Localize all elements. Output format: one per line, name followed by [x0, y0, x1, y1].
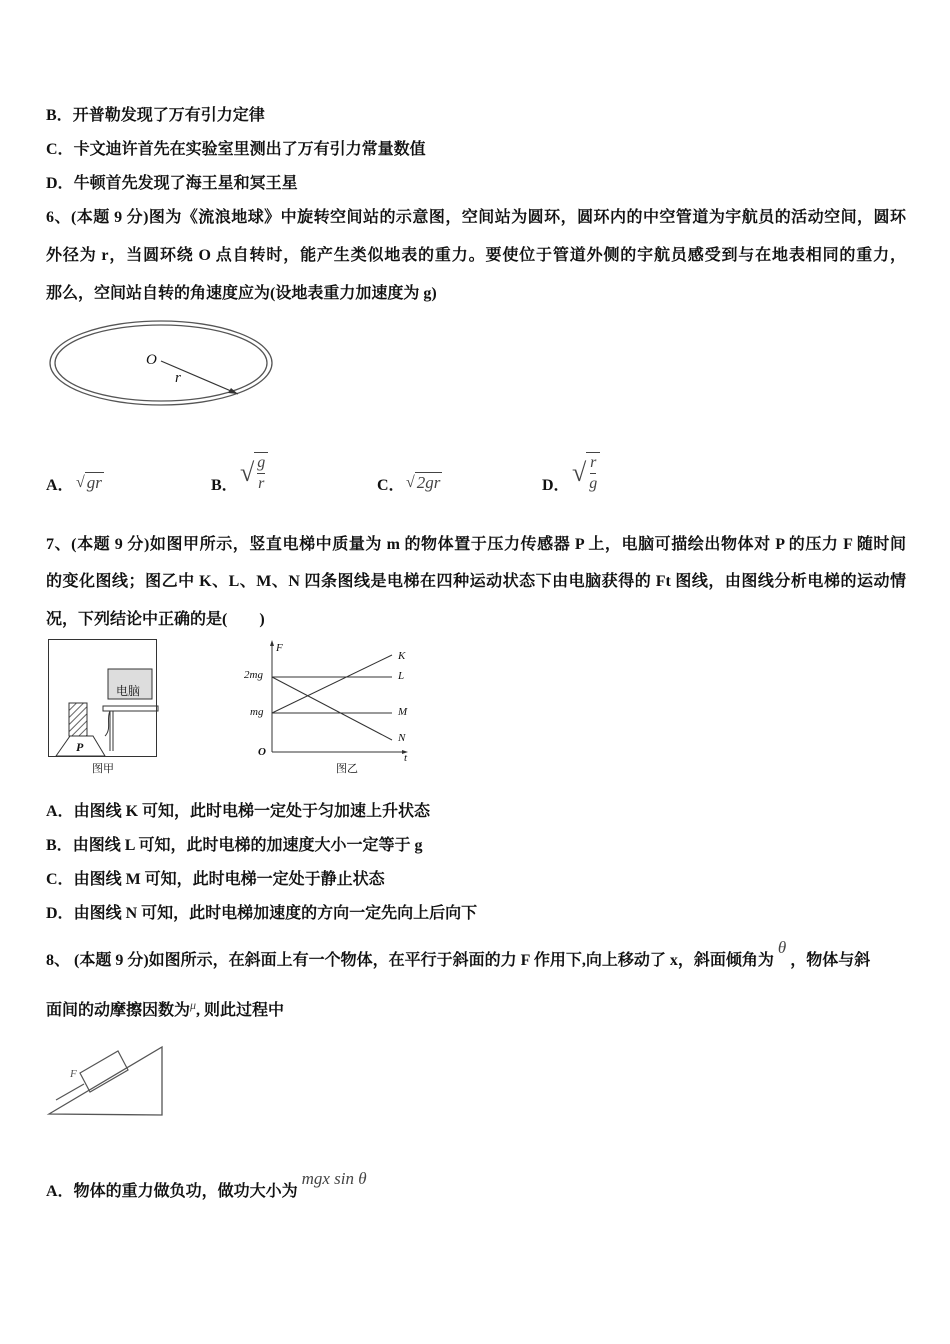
tick-2mg: 2mg — [244, 669, 263, 681]
denominator: r — [258, 475, 265, 492]
radicand: gr — [86, 473, 102, 492]
denominator: g — [589, 475, 598, 492]
elevator-setup-figure — [48, 639, 160, 759]
q6-option-d-label: D． — [542, 477, 570, 494]
option-label: D． — [46, 905, 74, 922]
q7-option-d — [46, 900, 477, 923]
line-K — [272, 655, 392, 713]
theta-symbol: θ — [777, 938, 787, 957]
q8-text: , 则此过程中 — [196, 1002, 285, 1019]
mu-symbol: μ — [190, 998, 197, 1012]
q5-option-c — [46, 136, 426, 159]
option-text: 由图线 M 可知，此时电梯一定处于静止状态 — [73, 871, 385, 888]
q6-line-3: 那么，空间站自转的角速度应为(设地表重力加速度为 g) — [46, 285, 437, 302]
figure-a-caption: 图甲 — [92, 763, 114, 775]
q8-option-a — [46, 1169, 367, 1201]
label-L: L — [398, 670, 405, 682]
q6-option-c-label: C． — [377, 477, 405, 494]
numerator: r — [590, 453, 596, 474]
line-N — [272, 677, 392, 740]
figure-b-caption: 图乙 — [336, 763, 358, 775]
radicand: 2gr — [416, 473, 441, 492]
option-formula: mgx sin θ — [301, 1169, 367, 1188]
option-text: 由图线 K 可知，此时电梯一定处于匀加速上升状态 — [73, 803, 431, 820]
q6-option-c-formula: √ 2gr — [406, 473, 441, 492]
q7-line-1: 7、(本题 9 分)如图甲所示，竖直电梯中质量为 m 的物体置于压力传感器 P 上，电脑可描绘出物体对 P 的压力 F 随时间 — [46, 536, 906, 553]
option-text: 由图线 N 可知，此时电梯加速度的方向一定先向上后向下 — [73, 905, 478, 922]
label-N: N — [398, 732, 406, 744]
computer-label: 电脑 — [116, 684, 141, 698]
option-label: C． — [46, 141, 74, 158]
q7-line-3: 况，下列结论中正确的是( ) — [46, 611, 265, 628]
ring-radius-label: r — [175, 370, 181, 386]
label-K: K — [398, 650, 406, 662]
q6-line-1: 6、(本题 9 分)图为《流浪地球》中旋转空间站的示意图，空间站为圆环，圆环内的中空管道为宇航员的活动空间，圆环 — [46, 209, 906, 226]
q6-option-b-formula: √ $\frac{g}{r}$ — [240, 452, 268, 494]
option-label: B． — [46, 837, 73, 854]
option-label: D． — [46, 175, 74, 192]
option-text: 卡文迪许首先在实验室里测出了万有引力常量数值 — [73, 141, 426, 158]
option-text: 由图线 L 可知，此时电梯的加速度大小一定等于 g — [72, 837, 423, 854]
q5-option-b — [46, 102, 265, 125]
force-time-graph — [270, 640, 410, 760]
q7-option-a — [46, 798, 430, 821]
q6-option-a-formula: √ gr — [76, 473, 102, 492]
space-station-ring-figure — [48, 318, 278, 408]
q6-option-b-label: B． — [211, 477, 238, 494]
q8-text: 8、 (本题 9 分)如图所示，在斜面上有一个物体，在平行于斜面的力 F 作用下,向上移动了 x，斜面倾角为 — [46, 952, 774, 969]
q8-text: 面间的动摩擦因数为 — [46, 1002, 191, 1019]
option-label: C． — [46, 871, 74, 888]
option-label: A． — [46, 1183, 74, 1200]
q7-option-c — [46, 866, 385, 889]
option-label: A． — [46, 803, 74, 820]
numerator: g — [257, 453, 265, 474]
incline-figure — [48, 1045, 168, 1117]
option-text: 开普勒发现了万有引力定律 — [72, 107, 265, 124]
label-M: M — [398, 706, 408, 718]
option-text: 牛顿首先发现了海王星和冥王星 — [73, 175, 298, 192]
q8-text: ，物体与斜 — [790, 952, 871, 969]
ring-center-label: O — [146, 352, 157, 368]
q5-option-d — [46, 170, 298, 193]
q8-line-1 — [46, 938, 871, 970]
q6-option-a-label: A． — [46, 477, 74, 494]
q8-line-2 — [46, 997, 284, 1020]
tick-mg: mg — [250, 706, 264, 718]
option-text: 物体的重力做负功，做功大小为 — [73, 1183, 298, 1200]
option-label: B． — [46, 107, 73, 124]
q6-line-2: 外径为 r，当圆环绕 O 点自转时，能产生类似地表的重力。要使位于管道外侧的宇航员感受到与在地表相同的重力， — [46, 247, 906, 264]
sensor-label: P — [76, 740, 84, 754]
x-axis-label: t — [404, 752, 408, 764]
y-axis-label: F — [276, 642, 283, 654]
q6-option-d-formula: √ $\frac{r}{g}$ — [572, 452, 600, 494]
force-label: F — [70, 1068, 77, 1080]
origin-label: O — [258, 746, 266, 758]
q7-line-2: 的变化图线；图乙中 K、L、M、N 四条图线是电梯在四种运动状态下由电脑获得的 Ft 图线，由图线分析电梯的运动情 — [46, 573, 906, 590]
q7-option-b — [46, 832, 422, 855]
